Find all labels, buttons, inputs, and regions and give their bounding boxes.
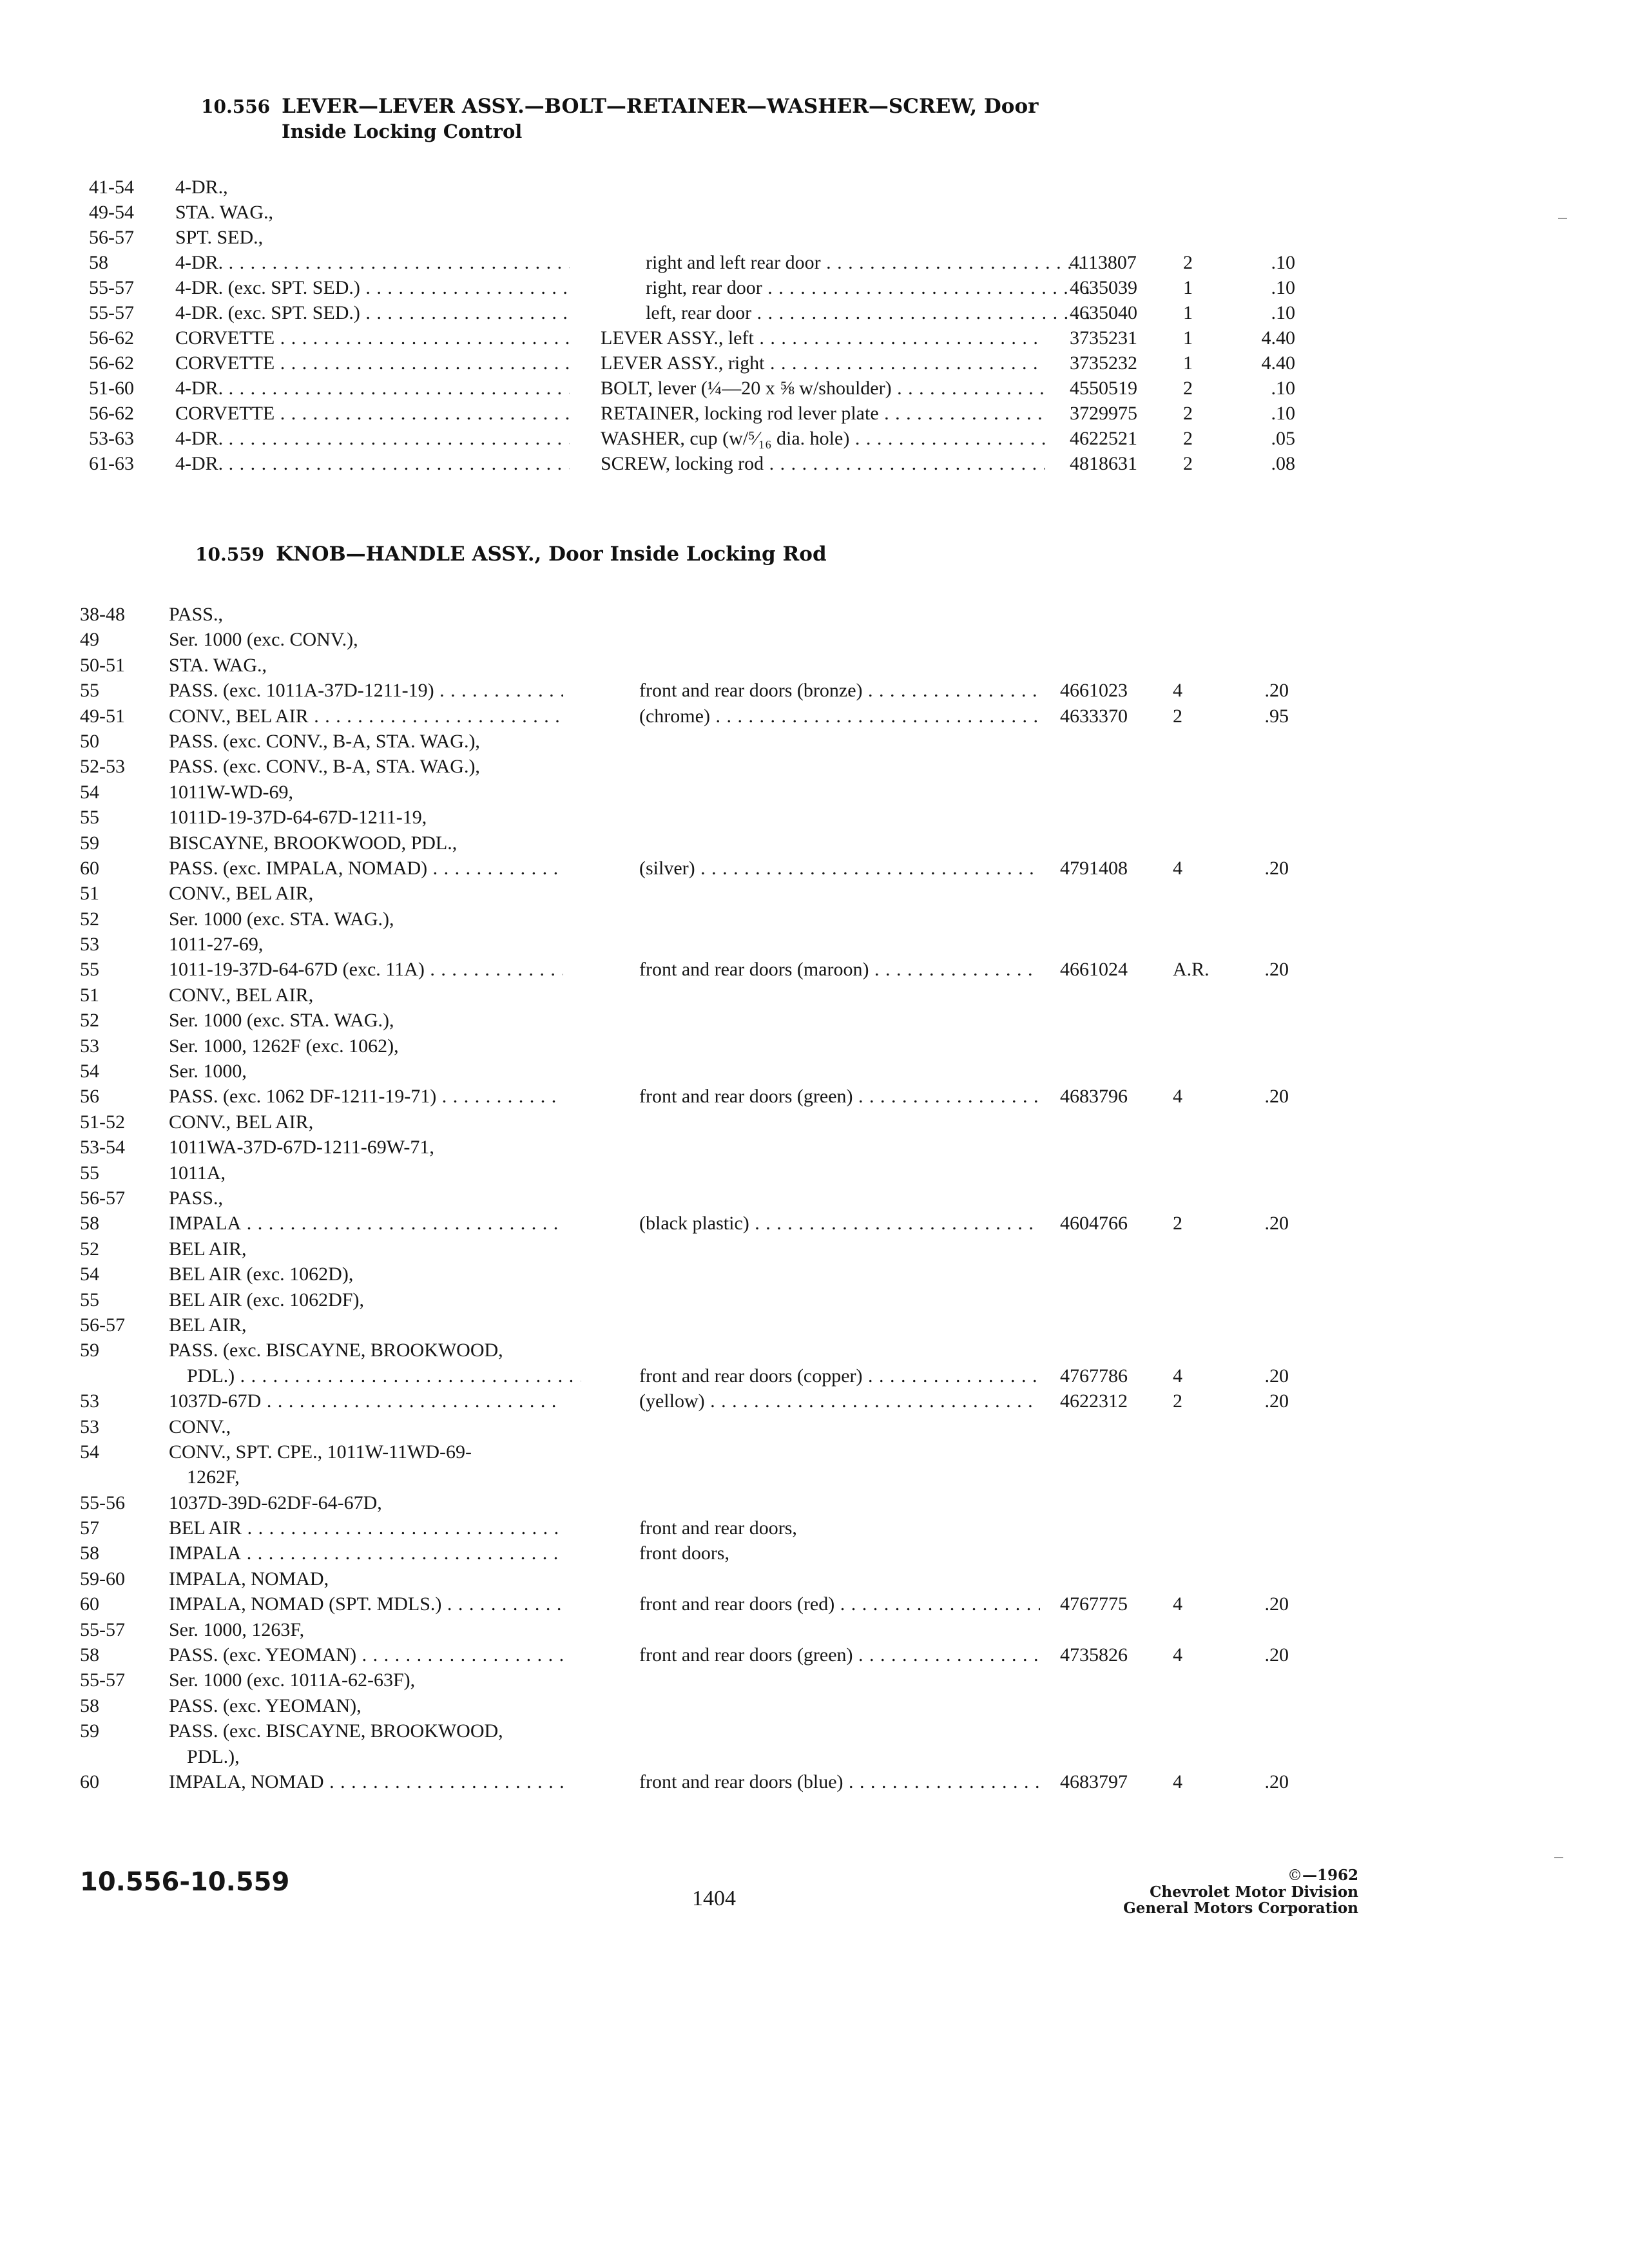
model-cell: 4-DR. (exc. SPT. SED.) . . . (175, 275, 570, 300)
year-cell: 55 (80, 959, 99, 981)
part-number-cell: 3729975 (1070, 403, 1137, 424)
year-cell: 60 (80, 1771, 99, 1792)
year-cell: 59 (80, 832, 99, 854)
year-cell: 56-62 (89, 352, 134, 374)
description-cell: front and rear doors (red) . . . (639, 1591, 1040, 1617)
year-cell: 54 (80, 1061, 99, 1082)
year-cell: 51-60 (89, 378, 134, 399)
quantity-cell: 2 (1183, 428, 1193, 449)
year-cell: 49-54 (89, 202, 134, 223)
model-cell: 1011-27-69, (169, 934, 264, 956)
price-cell: .08 (1271, 453, 1295, 474)
description-cell: (black plastic) . . . (639, 1211, 1040, 1236)
year-cell: 50 (80, 730, 99, 752)
copyright-year: —1962 (1302, 1867, 1358, 1884)
model-cell: 4-DR. . . . (175, 426, 570, 451)
model-cell: Ser. 1000, (169, 1061, 247, 1082)
price-cell: .10 (1271, 252, 1295, 273)
year-cell: 55 (80, 1289, 99, 1311)
price-cell: .10 (1271, 403, 1295, 424)
model-cell: Ser. 1000, 1262F (exc. 1062), (169, 1035, 399, 1057)
model-cell: PASS. (exc. BISCAYNE, BROOKWOOD, (169, 1720, 503, 1742)
description-cell: LEVER ASSY., right . . . (601, 351, 1045, 376)
part-number-cell: 3735231 (1070, 327, 1137, 349)
year-cell: 58 (80, 1542, 99, 1564)
year-cell: 55-57 (80, 1619, 125, 1640)
year-cell: 60 (80, 857, 99, 879)
model-cell: 1011D-19-37D-64-67D-1211-19, (169, 807, 427, 829)
year-cell: 59 (80, 1340, 99, 1361)
part-number-cell: 4683796 (1060, 1086, 1128, 1108)
corporation-name: General Motors Corporation (1123, 1899, 1358, 1917)
year-cell: 56-57 (80, 1314, 125, 1336)
part-number-cell: 4635040 (1070, 302, 1137, 323)
price-cell: .20 (1264, 1593, 1289, 1615)
model-cell: PASS., (169, 604, 223, 625)
description-cell: (silver) . . . (639, 856, 1040, 881)
model-cell: Ser. 1000 (exc. STA. WAG.), (169, 1010, 394, 1032)
model-cell: Ser. 1000 (exc. STA. WAG.), (169, 908, 394, 930)
description-cell: RETAINER, locking rod lever plate . . . (601, 401, 1045, 426)
year-cell: 53 (80, 1390, 99, 1412)
model-cell: 1037D-39D-62DF-64-67D, (169, 1492, 382, 1514)
model-cell: PASS. (exc. YEOMAN) . . . (169, 1642, 563, 1667)
year-cell: 60 (80, 1593, 99, 1615)
year-cell: 53-63 (89, 428, 134, 449)
model-cell: CONV., (169, 1416, 231, 1437)
part-number-cell: 4661024 (1060, 959, 1128, 981)
part-number-cell: 4622312 (1060, 1390, 1128, 1412)
price-cell: 4.40 (1261, 352, 1295, 374)
part-number-cell: 4818631 (1070, 453, 1137, 474)
model-cell: 4-DR. . . . (175, 376, 570, 401)
model-cell: IMPALA, NOMAD, (169, 1568, 329, 1590)
model-cell: PASS. (exc. 1062 DF-1211-19-71) . . . (169, 1084, 563, 1109)
model-cell: Ser. 1000 (exc. 1011A-62-63F), (169, 1669, 416, 1691)
model-cell: 1037D-67D . . . (169, 1389, 563, 1414)
model-cell: PDL.) . . . (169, 1363, 581, 1389)
part-number-cell: 4791408 (1060, 857, 1128, 879)
year-cell: 53 (80, 1035, 99, 1057)
model-cell: 1011WA-37D-67D-1211-69W-71, (169, 1137, 434, 1158)
model-cell: CONV., BEL AIR . . . (169, 704, 563, 729)
model-cell: PASS. (exc. CONV., B-A, STA. WAG.), (169, 730, 480, 752)
description-cell: left, rear door . . . (601, 300, 1090, 325)
quantity-cell: 4 (1173, 1086, 1182, 1108)
section-title: LEVER—LEVER ASSY.—BOLT—RETAINER—WASHER—SCREW, Door (282, 95, 1039, 118)
year-cell: 55 (80, 807, 99, 829)
description-cell: front and rear doors, (639, 1517, 797, 1539)
model-cell: CONV., BEL AIR, (169, 883, 314, 905)
year-cell: 58 (89, 252, 108, 273)
year-cell: 51 (80, 984, 99, 1006)
part-number-cell: 4113807 (1070, 252, 1137, 273)
year-cell: 52-53 (80, 756, 125, 778)
year-cell: 61-63 (89, 453, 134, 474)
model-cell: BEL AIR . . . (169, 1515, 563, 1541)
year-cell: 50-51 (80, 654, 125, 676)
section-number: 10.559 (195, 544, 265, 565)
section-heading (195, 543, 827, 566)
year-cell: 49 (80, 629, 99, 651)
model-cell: PASS. (exc. CONV., B-A, STA. WAG.), (169, 756, 480, 778)
model-cell: BEL AIR (exc. 1062DF), (169, 1289, 365, 1311)
year-cell: 58 (80, 1695, 99, 1716)
model-cell: CORVETTE . . . (175, 325, 570, 351)
price-cell: .20 (1264, 857, 1289, 879)
year-cell: 41-54 (89, 177, 134, 198)
model-cell: 4-DR. . . . (175, 451, 570, 476)
model-cell: PASS. (exc. YEOMAN), (169, 1695, 361, 1716)
description-cell: (yellow) . . . (639, 1389, 1040, 1414)
part-number-cell: 4683797 (1060, 1771, 1128, 1792)
part-number-cell: 4661023 (1060, 680, 1128, 702)
section-range: 10.556-10.559 (80, 1867, 290, 1897)
year-cell: 55-57 (89, 277, 134, 298)
division-name: Chevrolet Motor Division (1150, 1883, 1358, 1901)
price-cell: .20 (1264, 1771, 1289, 1792)
year-cell: 53 (80, 1416, 99, 1437)
quantity-cell: 4 (1173, 857, 1182, 879)
year-cell: 52 (80, 908, 99, 930)
model-cell: BEL AIR (exc. 1062D), (169, 1264, 354, 1285)
year-cell: 55-57 (89, 302, 134, 323)
part-number-cell: 4735826 (1060, 1644, 1128, 1666)
price-cell: .95 (1264, 705, 1289, 727)
year-cell: 56-62 (89, 403, 134, 424)
model-cell: BEL AIR, (169, 1238, 247, 1260)
price-cell: .20 (1264, 1086, 1289, 1108)
description-cell: SCREW, locking rod . . . (601, 451, 1045, 476)
part-number-cell: 4604766 (1060, 1213, 1128, 1235)
description-cell: front and rear doors (green) . . . (639, 1084, 1040, 1109)
description-cell: LEVER ASSY., left . . . (601, 325, 1045, 351)
year-cell: 51-52 (80, 1111, 125, 1133)
model-cell: CONV., BEL AIR, (169, 1111, 314, 1133)
year-cell: 55-56 (80, 1492, 125, 1514)
quantity-cell: 4 (1173, 1593, 1182, 1615)
year-cell: 53-54 (80, 1137, 125, 1158)
quantity-cell: 2 (1173, 705, 1182, 727)
price-cell: .10 (1271, 302, 1295, 323)
description-cell: front and rear doors (blue) . . . (639, 1769, 1040, 1794)
quantity-cell: 2 (1183, 403, 1193, 424)
model-cell: IMPALA . . . (169, 1211, 563, 1236)
year-cell: 55 (80, 1162, 99, 1184)
year-cell: 49-51 (80, 705, 125, 727)
part-number-cell: 4767786 (1060, 1365, 1128, 1387)
year-cell: 56-57 (80, 1187, 125, 1209)
model-cell: Ser. 1000 (exc. CONV.), (169, 629, 358, 651)
part-number-cell: 4635039 (1070, 277, 1137, 298)
quantity-cell: 2 (1183, 378, 1193, 399)
price-cell: .20 (1264, 1365, 1289, 1387)
part-number-cell: 3735232 (1070, 352, 1137, 374)
year-cell: 54 (80, 1441, 99, 1463)
description-cell: (chrome) . . . (639, 704, 1040, 729)
model-cell: CORVETTE . . . (175, 401, 570, 426)
year-cell: 51 (80, 883, 99, 905)
year-cell: 58 (80, 1644, 99, 1666)
model-cell: PASS. (exc. 1011A-37D-1211-19) . . . (169, 678, 563, 703)
section-subtitle: Inside Locking Control (282, 120, 523, 142)
year-cell: 57 (80, 1517, 99, 1539)
quantity-cell: 1 (1183, 327, 1193, 349)
price-cell: 4.40 (1261, 327, 1295, 349)
model-cell: 4-DR. . . . (175, 250, 570, 275)
year-cell: 59-60 (80, 1568, 125, 1590)
model-cell: STA. WAG., (175, 202, 274, 223)
price-cell: .20 (1264, 959, 1289, 981)
model-cell: 1011A, (169, 1162, 226, 1184)
model-cell: 4-DR., (175, 177, 228, 198)
year-cell: 55-57 (80, 1669, 125, 1691)
model-cell: 4-DR. (exc. SPT. SED.) . . . (175, 300, 570, 325)
section-heading (201, 94, 1038, 144)
description-cell: front and rear doors (green) . . . (639, 1642, 1040, 1667)
quantity-cell: 4 (1173, 1771, 1182, 1792)
page-number: 1404 (692, 1887, 736, 1910)
model-cell: Ser. 1000, 1263F, (169, 1619, 305, 1640)
model-cell: CORVETTE . . . (175, 351, 570, 376)
copyright-symbol: © (1287, 1867, 1302, 1884)
copyright-block (1123, 1867, 1358, 1916)
description-cell: right, rear door . . . (601, 275, 1090, 300)
model-cell: IMPALA, NOMAD (SPT. MDLS.) . . . (169, 1591, 563, 1617)
description-cell: WASHER, cup (w/⁵⁄₁₆ dia. hole) . . . (601, 426, 1045, 451)
quantity-cell: 1 (1183, 352, 1193, 374)
year-cell: 54 (80, 1264, 99, 1285)
section-title: KNOB—HANDLE ASSY., Door Inside Locking Rod (276, 543, 827, 566)
model-cell: PASS., (169, 1187, 223, 1209)
part-number-cell: 4622521 (1070, 428, 1137, 449)
price-cell: .20 (1264, 1390, 1289, 1412)
price-cell: .10 (1271, 378, 1295, 399)
description-cell: front and rear doors (copper) . . . (639, 1363, 1040, 1389)
description-cell: front and rear doors (maroon) . . . (639, 957, 1040, 982)
part-number-cell: 4550519 (1070, 378, 1137, 399)
quantity-cell: 2 (1173, 1390, 1182, 1412)
description-cell: BOLT, lever (¼—20 x ⅝ w/shoulder) . . . (601, 376, 1045, 401)
model-cell: STA. WAG., (169, 654, 267, 676)
price-cell: .05 (1271, 428, 1295, 449)
part-number-cell: 4633370 (1060, 705, 1128, 727)
year-cell: 52 (80, 1010, 99, 1032)
model-cell: PDL.), (187, 1745, 240, 1767)
quantity-cell: 1 (1183, 302, 1193, 323)
price-cell: .10 (1271, 277, 1295, 298)
model-cell: IMPALA . . . (169, 1541, 563, 1566)
year-cell: 59 (80, 1720, 99, 1742)
model-cell: 1011W-WD-69, (169, 781, 294, 803)
year-cell: 56-57 (89, 227, 134, 248)
year-cell: 56-62 (89, 327, 134, 349)
description-cell: front doors, (639, 1542, 729, 1564)
scan-mark (1554, 1857, 1563, 1858)
part-number-cell: 4767775 (1060, 1593, 1128, 1615)
model-cell: CONV., SPT. CPE., 1011W-11WD-69- (169, 1441, 472, 1463)
description-cell: front and rear doors (bronze) . . . (639, 678, 1040, 703)
quantity-cell: 2 (1183, 453, 1193, 474)
model-cell: BEL AIR, (169, 1314, 247, 1336)
year-cell: 58 (80, 1213, 99, 1235)
model-cell: SPT. SED., (175, 227, 264, 248)
model-cell: IMPALA, NOMAD . . . (169, 1769, 563, 1794)
quantity-cell: 4 (1173, 680, 1182, 702)
quantity-cell: A.R. (1173, 959, 1210, 981)
quantity-cell: 4 (1173, 1644, 1182, 1666)
model-cell: BISCAYNE, BROOKWOOD, PDL., (169, 832, 458, 854)
quantity-cell: 1 (1183, 277, 1193, 298)
quantity-cell: 2 (1183, 252, 1193, 273)
quantity-cell: 4 (1173, 1365, 1182, 1387)
price-cell: .20 (1264, 1213, 1289, 1235)
year-cell: 54 (80, 781, 99, 803)
model-cell: 1011-19-37D-64-67D (exc. 11A) . . . (169, 957, 563, 982)
quantity-cell: 2 (1173, 1213, 1182, 1235)
description-cell: right and left rear door . . . (601, 250, 1090, 275)
model-cell: CONV., BEL AIR, (169, 984, 314, 1006)
model-cell: PASS. (exc. BISCAYNE, BROOKWOOD, (169, 1340, 503, 1361)
year-cell: 56 (80, 1086, 99, 1108)
year-cell: 38-48 (80, 604, 125, 625)
model-cell: PASS. (exc. IMPALA, NOMAD) . . . (169, 856, 563, 881)
scan-mark (1558, 218, 1567, 219)
section-number: 10.556 (201, 96, 271, 117)
year-cell: 52 (80, 1238, 99, 1260)
year-cell: 53 (80, 934, 99, 956)
year-cell: 55 (80, 680, 99, 702)
price-cell: .20 (1264, 680, 1289, 702)
model-cell: 1262F, (187, 1466, 240, 1488)
price-cell: .20 (1264, 1644, 1289, 1666)
